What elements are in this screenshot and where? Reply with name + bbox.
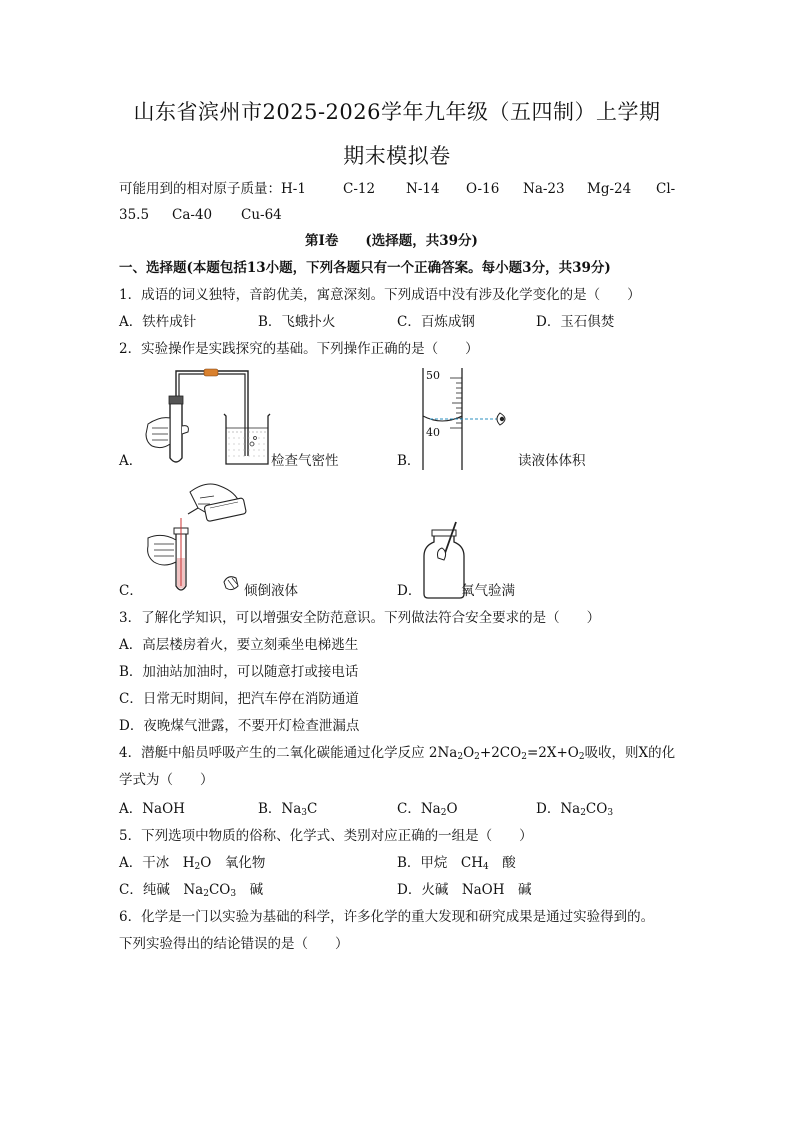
- airtightness-check-figure: [140, 366, 275, 470]
- q4-option-d-text: CO: [585, 801, 608, 817]
- cylinder-label-bottom: 40: [426, 426, 440, 439]
- q3-option-d: D．夜晚煤气泄露，不要开灯检查泄漏点: [119, 718, 360, 734]
- q5-option-c-text: C．纯碱 Na: [119, 882, 204, 898]
- q5-option-b: [397, 854, 516, 872]
- section-title: 一、选择题(本题包括13小题，下列各题只有一个正确答案。每小题3分，共39分): [119, 260, 611, 276]
- q4-stem-text: 4．潜艇中船员呼吸产生的二氧化碳能通过化学反应 2Na: [119, 745, 458, 761]
- cylinder-label-top: 50: [426, 369, 440, 382]
- page-subtitle: 期末模拟卷: [343, 144, 451, 168]
- mass-item: O-16: [466, 181, 500, 197]
- q4-option-c: [397, 800, 458, 818]
- q3-option-b: B．加油站加油时，可以随意打或接电话: [119, 664, 359, 680]
- mass-item: Na-23: [523, 181, 565, 197]
- q4-option-b-text: B．Na: [258, 801, 302, 817]
- mass-item: C-12: [343, 181, 376, 197]
- atomic-masses-line1: [119, 180, 676, 198]
- subscript: 2: [457, 752, 464, 762]
- subscript: 4: [483, 862, 489, 872]
- q4-stem-text: 吸收，则X的化: [584, 745, 676, 761]
- q2-option-c-caption: 倾倒液体: [244, 583, 298, 599]
- subscript: 2: [580, 808, 586, 818]
- q3-option-a: A．高层楼房着火，要立刻乘坐电梯逃生: [119, 637, 359, 653]
- q4-option-c-text: C．Na: [397, 801, 441, 817]
- q2-option-d-letter: D．: [397, 583, 422, 599]
- q1-option-a: A．铁杵成针: [119, 314, 197, 330]
- q4-option-d: [536, 800, 613, 818]
- q4-option-b: [258, 800, 317, 818]
- q4-option-a: A．NaOH: [119, 801, 185, 817]
- subscript: 2: [578, 752, 585, 762]
- q3-option-c: C．日常无时期间，把汽车停在消防通道: [119, 691, 359, 707]
- question-6-stem-line2: 下列实验得出的结论错误的是（ ）: [119, 936, 349, 952]
- mass-item: Ca-40: [172, 207, 213, 223]
- mass-item: Mg-24: [587, 181, 632, 197]
- subscript: 2: [474, 752, 480, 762]
- q2-option-b-letter: B．: [397, 453, 421, 469]
- q2-option-d-caption: 氧气验满: [461, 583, 515, 599]
- part-title: 第I卷 (选择题，共39分): [305, 233, 478, 249]
- question-5-stem: 5．下列选项中物质的俗称、化学式、类别对应正确的一组是（ ）: [119, 828, 533, 844]
- q5-option-a: [119, 854, 265, 872]
- q4-option-c-text: O: [446, 801, 458, 817]
- mass-item: Cl-: [656, 181, 676, 197]
- question-4-stem-line2: 学式为（ ）: [119, 772, 214, 788]
- page-title: 山东省滨州市2025-2026学年九年级（五四制）上学期: [133, 100, 661, 124]
- question-4-stem: [119, 744, 675, 762]
- q5-option-a-text: O 氧化物: [200, 855, 266, 871]
- subscript: 2: [203, 889, 209, 899]
- q5-option-a-text: A．干冰 H: [119, 855, 195, 871]
- subscript: 3: [230, 889, 237, 899]
- subscript: 2: [521, 752, 527, 762]
- mass-item: N-14: [406, 181, 440, 197]
- q5-option-c-text: 碱: [236, 882, 264, 898]
- q2-option-a-letter: A．: [119, 453, 143, 469]
- q4-stem-text: O: [463, 745, 475, 761]
- subscript: 2: [194, 862, 201, 872]
- question-3-stem: 3．了解化学知识，可以增强安全防范意识。下列做法符合安全要求的是（ ）: [119, 610, 601, 626]
- mass-item: Cu-64: [241, 207, 282, 223]
- q1-option-b: B．飞蛾扑火: [258, 314, 336, 330]
- subscript: 2: [440, 808, 447, 818]
- q5-option-c-text: CO: [208, 882, 231, 898]
- q4-stem-text: +2CO: [479, 745, 522, 761]
- mass-item: 35.5: [119, 207, 150, 223]
- q4-option-b-text: C: [307, 801, 318, 817]
- q5-option-b-text: 酸: [488, 855, 516, 871]
- pouring-liquid-figure: [140, 478, 265, 596]
- atomic-masses-label: 可能用到的相对原子质量：: [119, 181, 281, 197]
- subscript: 3: [301, 808, 308, 818]
- q5-option-c: [119, 881, 263, 899]
- subscript: 3: [607, 808, 614, 818]
- q4-stem-text: =2X+O: [526, 745, 579, 761]
- q2-option-b-caption: 读液体体积: [518, 453, 586, 469]
- atomic-masses-line2: [119, 206, 282, 224]
- q5-option-d: D．火碱 NaOH 碱: [397, 882, 532, 898]
- q1-option-d: D．玉石俱焚: [536, 314, 615, 330]
- question-1-stem: 1．成语的词义独特，音韵优美，寓意深刻。下列成语中没有涉及化学变化的是（ ）: [119, 287, 641, 303]
- q1-option-c: C．百炼成钢: [397, 314, 475, 330]
- q5-option-b-text: B．甲烷 CH: [397, 855, 484, 871]
- q2-option-c-letter: C．: [119, 583, 143, 599]
- question-2-stem: 2．实验操作是实践探究的基础。下列操作正确的是（ ）: [119, 341, 479, 357]
- mass-item: H-1: [281, 181, 306, 197]
- question-6-stem: 6．化学是一门以实验为基础的科学，许多化学的重大发现和研究成果是通过实验得到的。: [119, 909, 655, 925]
- q4-option-d-text: D．Na: [536, 801, 581, 817]
- q2-option-a-caption: 检查气密性: [271, 453, 339, 469]
